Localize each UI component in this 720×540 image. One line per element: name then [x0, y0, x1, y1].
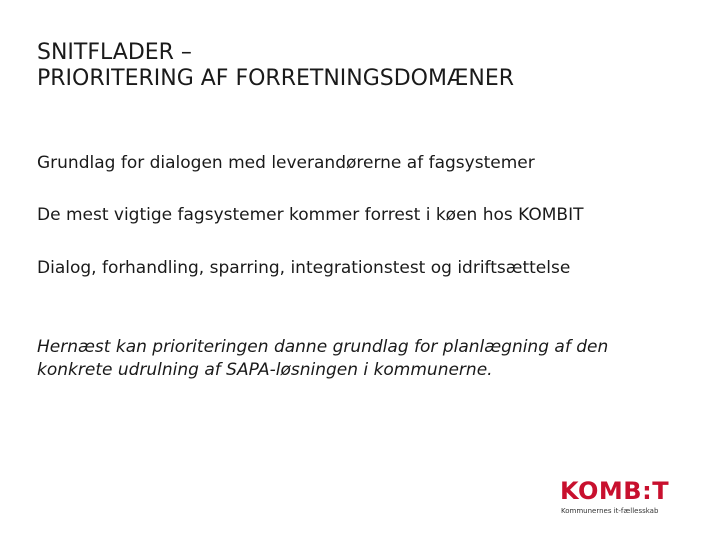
italic-paragraph: Hernæst kan prioriteringen danne grundlag for planlægning af den konkrete udrulning af SAPA-løsningen i kommunerne.	[37, 337, 609, 380]
body-text-line: Dialog, forhandling, sparring, integrationstest og idriftsættelse	[37, 258, 571, 278]
body-text-line: De mest vigtige fagsystemer kommer forrest i køen hos KOMBIT	[37, 205, 584, 225]
body-text-line: Grundlag for dialogen med leverandørerne af fagsystemer	[37, 153, 535, 173]
kombit-logo	[560, 478, 684, 518]
logo-wordmark: KOMB:T	[560, 477, 670, 505]
logo-tagline: Kommunernes it-fællesskab	[561, 507, 659, 515]
slide-title-line-1: SNITFLADER –	[37, 40, 192, 65]
slide-title-line-2: PRIORITERING AF FORRETNINGSDOMÆNER	[37, 66, 515, 91]
slide-title	[37, 40, 677, 92]
